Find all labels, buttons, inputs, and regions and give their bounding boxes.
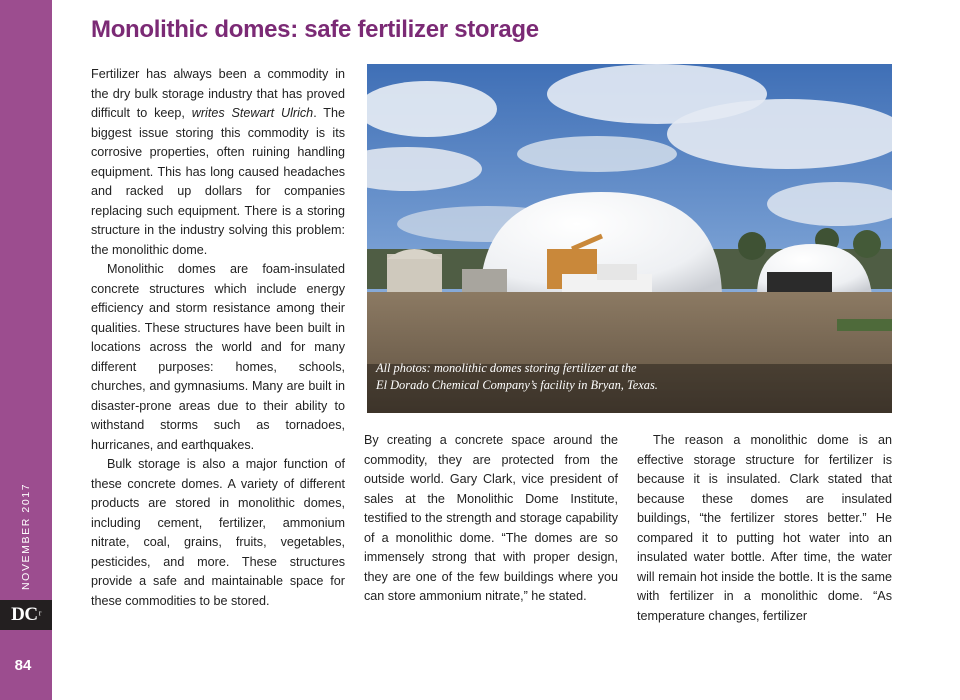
- paragraph-1: [91, 65, 345, 260]
- issue-date: NOVEMBER 2017: [20, 482, 32, 590]
- sidebar-strip: [0, 0, 52, 700]
- logo-text: DC: [11, 604, 38, 625]
- paragraph-1-text-b: . The biggest issue storing this commodity is its corrosive properties, often ruining handling equipment. This has long caused headaches and racked up dollars for companies replacing such equipment. There is a storing structure in the industry solving this problem: the monolithic dome.: [91, 106, 345, 257]
- paragraph-5: The reason a monolithic dome is an effective storage structure for fertilizer is because it is insulated. Clark stated that because these domes are insulated buildings, “the fertilizer stores better.” He compared it to putting hot water into an insulated water bottle. After time, the water will remain hot inside the bottle. It is the same with fertilizer in a monolithic dome. “As temperature changes, fertilizer: [637, 433, 892, 623]
- paragraph-3: Bulk storage is also a major function of these concrete domes. A variety of different products are stored in monolithic domes, including cement, fertilizer, ammonium nitrate, coal, grains, fruits, vegetables, pesticides, and more. These structures provide a safe and maintainable space for these commodities to be stored.: [91, 457, 345, 608]
- paragraph-2: Monolithic domes are foam-insulated concrete structures which include energy efficiency and storm resistance among their qualities. These structures have been built in locations across the world and for many different purposes: homes, schools, churches, and gymnasiums. Many are built in disaster-prone areas due to their ability to withstand storms such as tornadoes, hurricanes, and earthquakes.: [91, 262, 345, 452]
- page-number: 84: [14, 657, 32, 674]
- publication-logo: [0, 600, 52, 630]
- article-headline: Monolithic domes: safe fertilizer storage: [91, 16, 539, 43]
- logo-mark-icon: ʳ: [38, 607, 41, 622]
- photo-caption-line-2: El Dorado Chemical Company’s facility in Bryan, Texas.: [376, 378, 658, 392]
- paragraph-1-text-a: Fertilizer has always been a commodity in the dry bulk storage industry that has proved difficult to keep,: [91, 67, 345, 120]
- article-column-1: [91, 65, 345, 611]
- photo-caption: [376, 360, 876, 394]
- paragraph-4: By creating a concrete space around the commodity, they are protected from the outside world. Gary Clark, vice president of sales at the Monolithic Dome Institute, testified to the strength and storage capability of a monolithic dome. “The domes are so immensely strong that with proper design, they are one of the few buildings where you can store ammonium nitrate,” he stated.: [364, 433, 618, 603]
- article-column-2: [364, 431, 618, 607]
- photo-caption-line-1: All photos: monolithic domes storing fertilizer at the: [376, 361, 637, 375]
- article-column-3: [637, 431, 892, 626]
- byline: writes Stewart Ulrich: [191, 106, 314, 120]
